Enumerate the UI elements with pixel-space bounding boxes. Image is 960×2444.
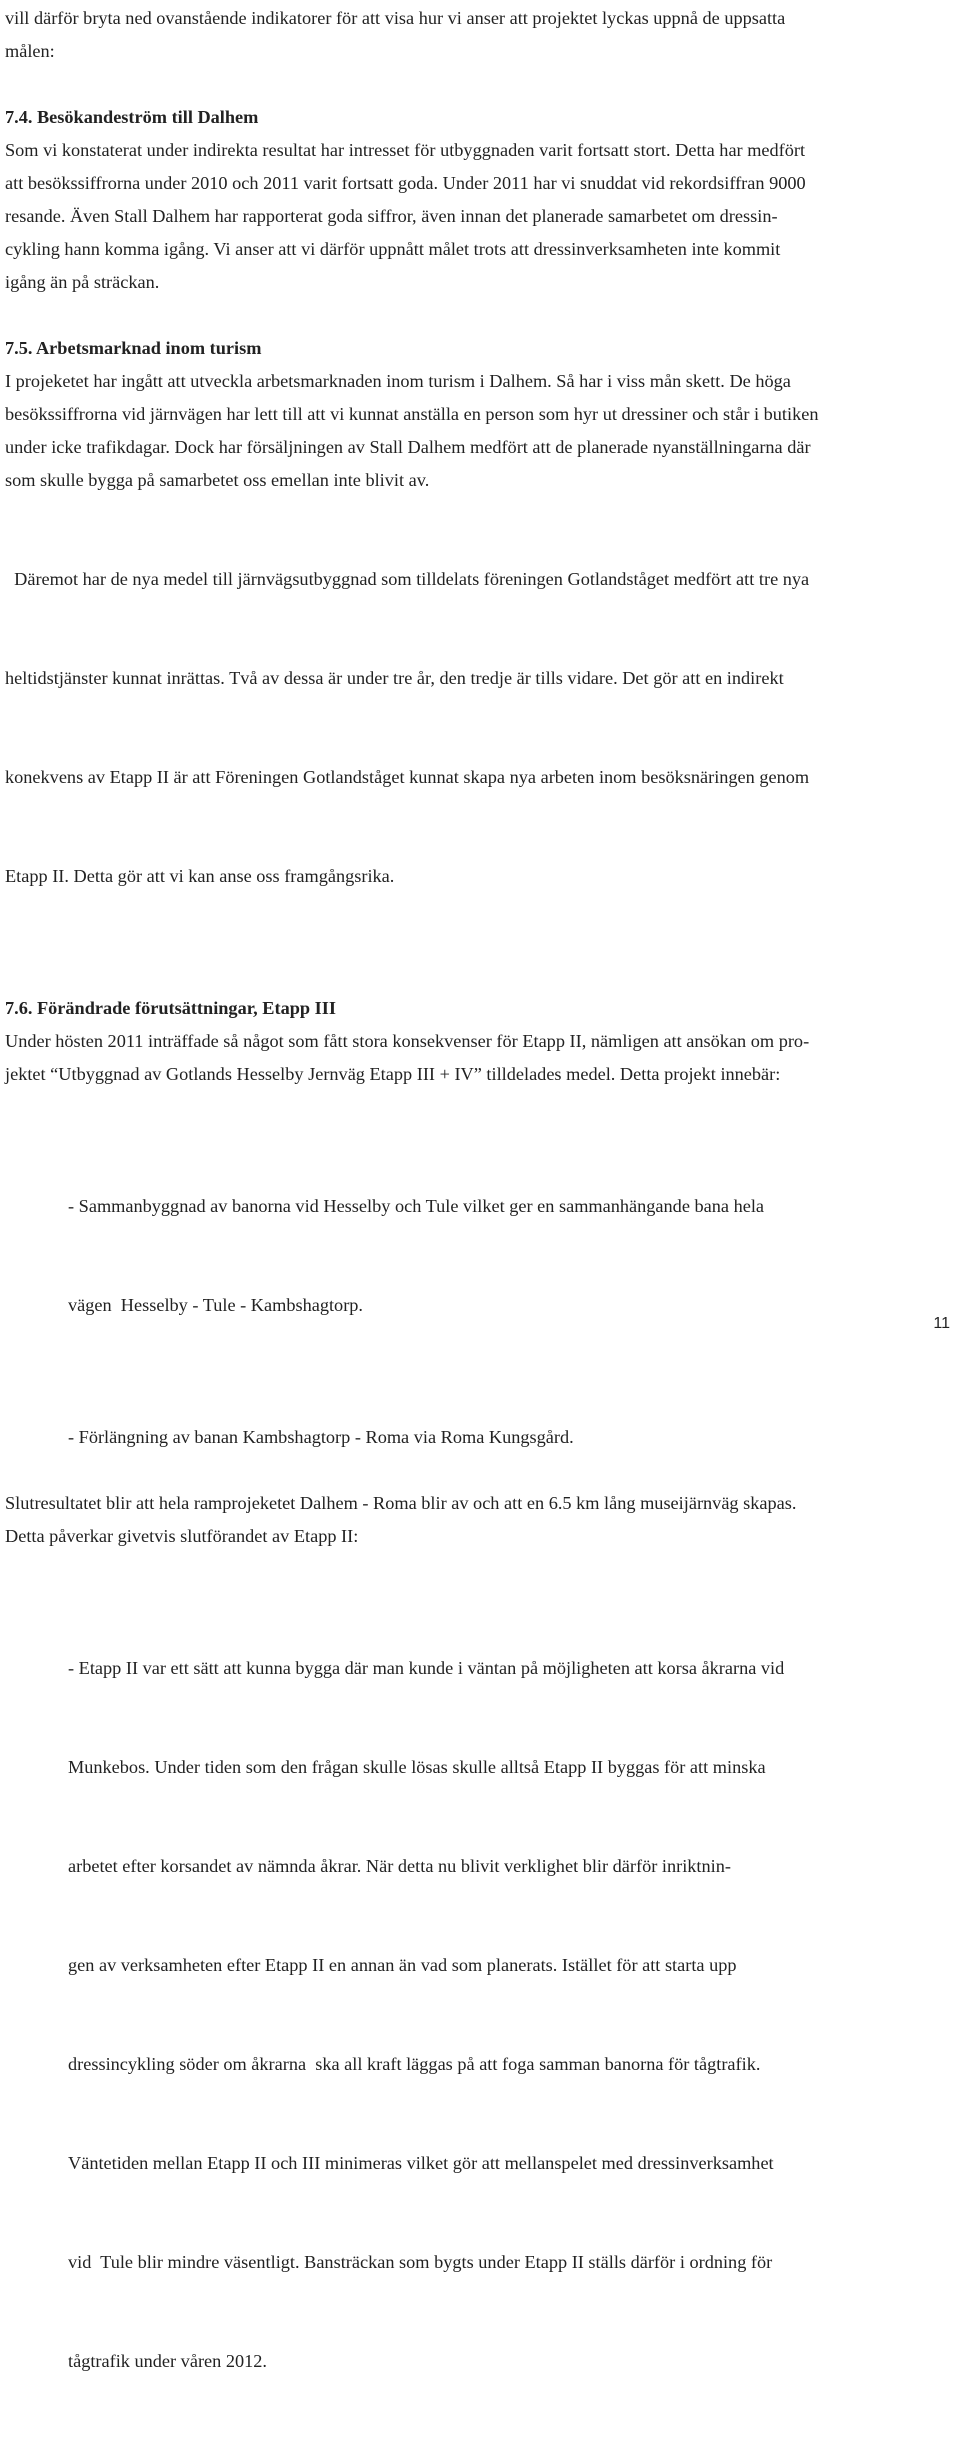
text-line: Munkebos. Under tiden som den frågan skulle lösas skulle alltså Etapp II byggas för att minska: [68, 1757, 766, 1777]
section-heading-7-5: 7.5. Arbetsmarknad inom turism: [5, 338, 262, 358]
text-line: Under hösten 2011 inträffade så något som fått stora konsekvenser för Etapp II, nämligen att ansökan om pro-: [5, 1031, 810, 1051]
text-line: I projeketet har ingått att utveckla arbetsmarknaden inom turism i Dalhem. Så har i viss mån skett. De höga: [5, 371, 791, 391]
text-line: - Etapp II var ett sätt att kunna bygga där man kunde i väntan på möjligheten att korsa åkrarna vid: [68, 1658, 785, 1678]
text-line: besökssiffrorna vid järnvägen har lett till att vi kunnat anställa en person som hyr ut dressiner och står i butiken: [5, 404, 819, 424]
text-line: Som vi konstaterat under indirekta resultat har intresset för utbyggnaden varit fortsatt stort. Detta har medfört: [5, 140, 806, 160]
text-line: gen av verksamheten efter Etapp II en annan än vad som planerats. Istället för att starta upp: [68, 1955, 737, 1975]
text-line: under icke trafikdagar. Dock har försäljningen av Stall Dalhem medfört att de planerade nyanställningarna där: [5, 437, 811, 457]
text-line: tågtrafik under våren 2012.: [68, 2351, 267, 2371]
text-line: heltidstjänster kunnat inrättas. Två av dessa är under tre år, den tredje är tills vidare. Det gör att en indirekt: [5, 668, 784, 688]
text-line: att besökssiffrorna under 2010 och 2011 varit fortsatt goda. Under 2011 har vi snuddat vid rekordsiffran 9000: [5, 173, 806, 193]
section-heading-7-6: 7.6. Förändrade förutsättningar, Etapp III: [5, 998, 336, 1018]
text-line: cykling hann komma igång. Vi anser att vi därför uppnått målet trots att dressinverksamheten inte kommit: [5, 239, 781, 259]
section-heading-7-4: 7.4. Besökandeström till Dalhem: [5, 107, 259, 127]
page-number: 11: [933, 1315, 950, 1332]
section-7-6-intro: [5, 1025, 958, 1091]
text-line: målen:: [5, 41, 55, 61]
section-7-6-result: [5, 1487, 958, 1553]
intro-paragraph: [5, 2, 958, 68]
text-line: vid Tule blir mindre väsentligt. Bansträckan som bygts under Etapp II ställs därför i ordning för: [68, 2252, 773, 2272]
section-7-5-paragraph-1: [5, 365, 958, 497]
list-item: [5, 1586, 918, 2444]
section-7-4-paragraph: [5, 134, 958, 299]
text-line: - Förlängning av banan Kambshagtorp - Roma via Roma Kungsgård.: [68, 1427, 574, 1447]
text-line: igång än på sträckan.: [5, 272, 160, 292]
text-line: Slutresultatet blir att hela ramprojeketet Dalhem - Roma blir av och att en 6.5 km lång museijärnväg skapas.: [5, 1493, 797, 1513]
text-line: Detta påverkar givetvis slutförandet av Etapp II:: [5, 1526, 359, 1546]
text-line: Väntetiden mellan Etapp II och III minimeras vilket gör att mellanspelet med dressinverksamhet: [68, 2153, 774, 2173]
text-line: arbetet efter korsandet av nämnda åkrar. När detta nu blivit verklighet blir därför inriktnin-: [68, 1856, 731, 1876]
text-line: jektet “Utbyggnad av Gotlands Hesselby Jernväg Etapp III + IV” tilldelades medel. Detta projekt innebär:: [5, 1064, 781, 1084]
list-item: [5, 1124, 918, 1388]
text-line: som skulle bygga på samarbetet oss emellan inte blivit av.: [5, 470, 430, 490]
text-line: Däremot har de nya medel till järnvägsutbyggnad som tilldelats föreningen Gotlandståget medfört att tre nya: [5, 569, 810, 589]
text-line: - Sammanbyggnad av banorna vid Hesselby och Tule vilket ger en sammanhängande bana hela: [68, 1196, 765, 1216]
text-line: konekvens av Etapp II är att Föreningen Gotlandståget kunnat skapa nya arbeten inom besöksnäringen genom: [5, 767, 810, 787]
section-7-5-paragraph-2: [5, 497, 958, 959]
text-line: resande. Även Stall Dalhem har rapporterat goda siffror, även innan det planerade samarbetet om dressin-: [5, 206, 778, 226]
list-item: [5, 1421, 918, 1454]
text-line: vägen Hesselby - Tule - Kambshagtorp.: [68, 1295, 363, 1315]
text-line: vill därför bryta ned ovanstående indikatorer för att visa hur vi anser att projektet lyckas uppnå de uppsatta: [5, 8, 786, 28]
text-line: Etapp II. Detta gör att vi kan anse oss framgångsrika.: [5, 866, 395, 886]
text-line: dressincykling söder om åkrarna ska all kraft läggas på att foga samman banorna för tågtrafik.: [68, 2054, 761, 2074]
